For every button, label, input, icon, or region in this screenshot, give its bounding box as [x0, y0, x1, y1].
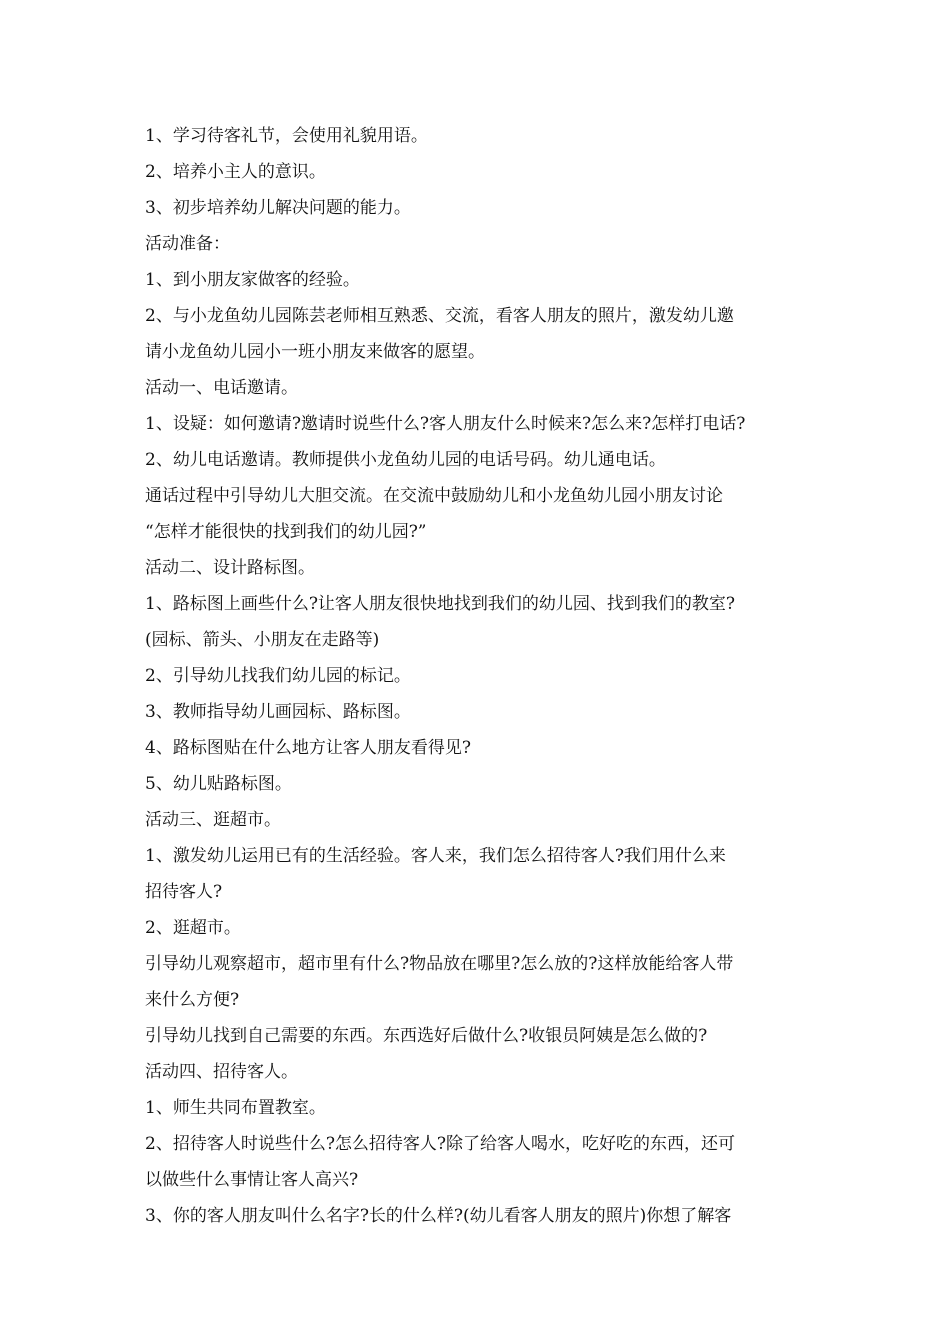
text-line: 3、你的客人朋友叫什么名字?长的什么样?(幼儿看客人朋友的照片)你想了解客 — [145, 1206, 732, 1226]
text-line: 1、师生共同布置教室。 — [145, 1098, 326, 1118]
section-heading: 活动二、设计路标图。 — [145, 558, 315, 578]
text-line: 3、教师指导幼儿画园标、路标图。 — [145, 702, 411, 722]
text-line: 1、到小朋友家做客的经验。 — [145, 270, 360, 290]
text-line: 请小龙鱼幼儿园小一班小朋友来做客的愿望。 — [145, 342, 485, 362]
text-line: 2、培养小主人的意识。 — [145, 162, 326, 182]
text-line: “怎样才能很快的找到我们的幼儿园?” — [145, 522, 427, 542]
section-heading: 活动一、电话邀请。 — [145, 378, 298, 398]
text-line: 以做些什么事情让客人高兴? — [145, 1170, 359, 1190]
text-line: 引导幼儿观察超市，超市里有什么?物品放在哪里?怎么放的?这样放能给客人带 — [145, 954, 734, 974]
text-line: 1、学习待客礼节，会使用礼貌用语。 — [145, 126, 428, 146]
text-line: 引导幼儿找到自己需要的东西。东西选好后做什么?收银员阿姨是怎么做的? — [145, 1026, 708, 1046]
text-line: 1、激发幼儿运用已有的生活经验。客人来，我们怎么招待客人?我们用什么来 — [145, 846, 726, 866]
section-heading: 活动四、招待客人。 — [145, 1062, 298, 1082]
text-line: 1、设疑：如何邀请?邀请时说些什么?客人朋友什么时候来?怎么来?怎样打电话? — [145, 414, 746, 434]
text-line: 招待客人? — [145, 882, 223, 902]
section-heading: 活动准备： — [145, 234, 230, 254]
section-heading: 活动三、逛超市。 — [145, 810, 281, 830]
text-line: 2、招待客人时说些什么?怎么招待客人?除了给客人喝水，吃好吃的东西，还可 — [145, 1134, 736, 1154]
text-line: 3、初步培养幼儿解决问题的能力。 — [145, 198, 411, 218]
text-line: 4、路标图贴在什么地方让客人朋友看得见? — [145, 738, 471, 758]
text-line: (园标、箭头、小朋友在走路等) — [145, 630, 380, 650]
text-line: 1、路标图上画些什么?让客人朋友很快地找到我们的幼儿园、找到我们的教室? — [145, 594, 736, 614]
text-line: 2、逛超市。 — [145, 918, 241, 938]
text-line: 2、与小龙鱼幼儿园陈芸老师相互熟悉、交流，看客人朋友的照片，激发幼儿邀 — [145, 306, 734, 326]
document-body — [145, 118, 810, 1234]
text-line: 来什么方便? — [145, 990, 240, 1010]
text-line: 5、幼儿贴路标图。 — [145, 774, 292, 794]
text-line: 2、引导幼儿找我们幼儿园的标记。 — [145, 666, 411, 686]
text-line: 通话过程中引导幼儿大胆交流。在交流中鼓励幼儿和小龙鱼幼儿园小朋友讨论 — [145, 486, 723, 506]
text-line: 2、幼儿电话邀请。教师提供小龙鱼幼儿园的电话号码。幼儿通电话。 — [145, 450, 666, 470]
